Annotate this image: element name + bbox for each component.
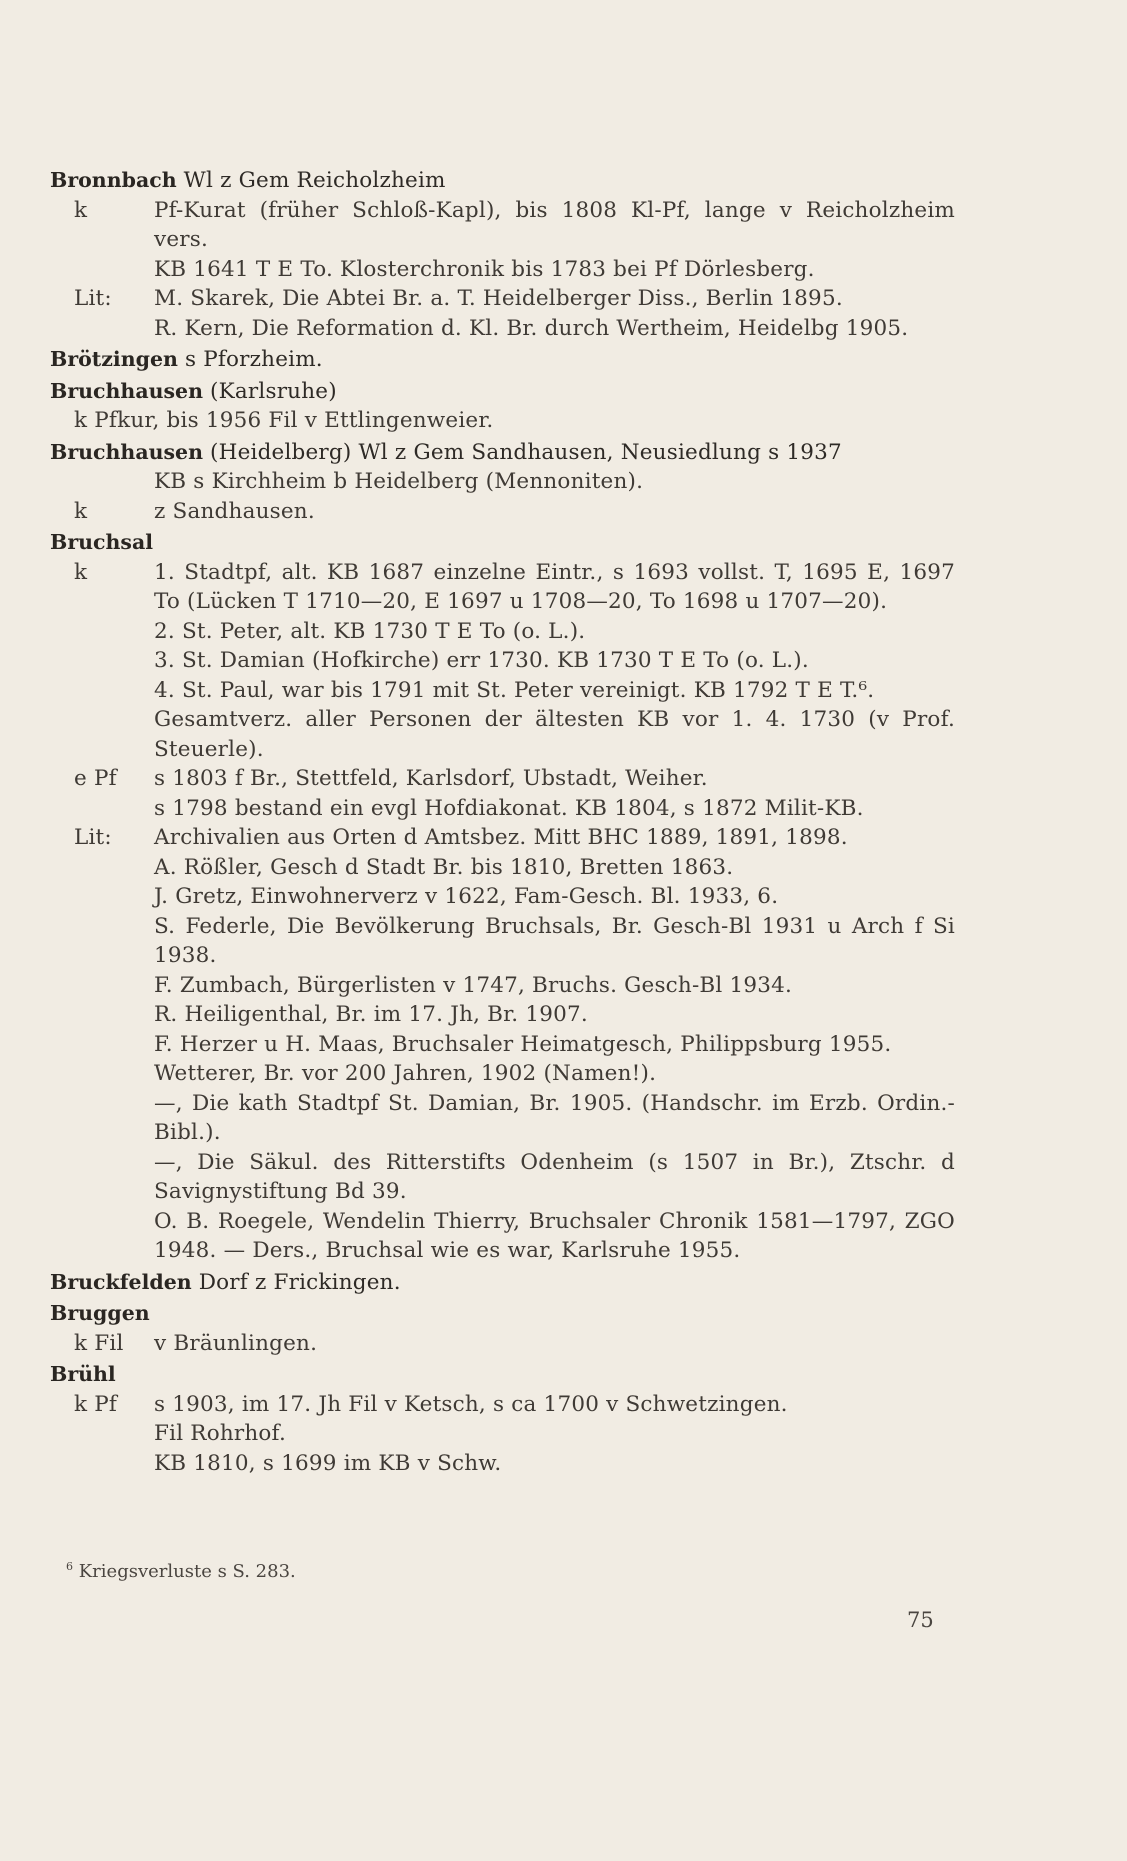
row-label: Lit: <box>74 825 112 850</box>
entry-row <box>50 558 955 765</box>
text-line: F. Zumbach, Bürgerlisten v 1747, Bruchs. Gesch-Bl 1934. <box>154 972 793 998</box>
entry-row <box>50 467 955 497</box>
entry-row <box>50 196 955 285</box>
head-text: (Karlsruhe) <box>210 378 337 404</box>
headword: Bronnbach <box>50 168 177 192</box>
text-line: v Bräunlingen. <box>154 1330 318 1356</box>
headword: Brötzingen <box>50 347 178 371</box>
text-line: k Pfkur, bis 1956 Fil v Ettlingenweier. <box>74 408 494 433</box>
head-text: (Heidelberg) Wl z Gem Sandhausen, Neusiedlung s 1937 <box>210 439 842 465</box>
text-line: Gesamtverz. aller Personen der ältesten KB vor 1. 4. 1730 (v Prof. Steuerle). <box>154 707 955 762</box>
text-line: s 1903, im 17. Jh Fil v Ketsch, s ca 1700 v Schwetzingen. <box>154 1391 788 1417</box>
row-label: k Pf <box>74 1391 118 1417</box>
entry-bruchhausen-heidelberg <box>50 438 955 527</box>
row-text <box>50 406 955 436</box>
text-line: KB s Kirchheim b Heidelberg (Mennoniten). <box>154 469 644 494</box>
headword: Bruggen <box>50 1301 150 1325</box>
headword: Brühl <box>50 1362 116 1386</box>
row-label: Lit: <box>74 286 112 311</box>
row-text <box>154 497 955 527</box>
entry-bruchsal <box>50 528 955 1266</box>
entry-row <box>50 1329 955 1359</box>
text-line: J. Gretz, Einwohnerverz v 1622, Fam-Gesch. Bl. 1933, 6. <box>154 884 779 909</box>
entry-head <box>50 1268 955 1298</box>
entry-head <box>50 1360 955 1390</box>
entry-row <box>50 1390 955 1479</box>
row-text <box>154 467 955 497</box>
head-text: Dorf z Frickingen. <box>198 1269 401 1295</box>
text-line: 4. St. Paul, war bis 1791 mit St. Peter vereinigt. KB 1792 T E T.⁶. <box>154 677 875 703</box>
entry-head <box>50 528 955 558</box>
row-text <box>154 1329 955 1359</box>
text-line: Pf-Kurat (früher Schloß-Kapl), bis 1808 Kl-Pf, lange v Reicholzheim vers. <box>154 197 955 252</box>
text-line: 1. Stadtpf, alt. KB 1687 einzelne Eintr., s 1693 vollst. T, 1695 E, 1697 To (Lücken T 1710—20, E 1697 u 1708—20, To 1698 u 1707—20). <box>154 559 955 614</box>
entry-head <box>50 166 955 196</box>
row-text <box>154 558 955 765</box>
text-line: R. Heiligenthal, Br. im 17. Jh, Br. 1907. <box>154 1002 588 1027</box>
entry-row <box>50 764 955 823</box>
entry-row <box>50 497 955 527</box>
headword: Bruchhausen <box>50 439 203 464</box>
footnote-mark: 6 <box>66 1560 73 1573</box>
text-line: 3. St. Damian (Hofkirche) err 1730. KB 1730 T E To (o. L.). <box>154 648 809 673</box>
text-line: KB 1810, s 1699 im KB v Schw. <box>154 1450 502 1476</box>
text-line: A. Rößler, Gesch d Stadt Br. bis 1810, Bretten 1863. <box>154 854 734 880</box>
text-line: s 1798 bestand ein evgl Hofdiakonat. KB 1804, s 1872 Milit-KB. <box>154 795 864 821</box>
row-label: k <box>74 559 88 585</box>
entry-bruehl <box>50 1360 955 1478</box>
footnote-text: Kriegsverluste s S. 283. <box>78 1561 296 1582</box>
text-line: Fil Rohrhof. <box>154 1421 286 1446</box>
entry-head <box>50 377 955 407</box>
text-line: KB 1641 T E To. Klosterchronik bis 1783 bei Pf Dörlesberg. <box>154 256 815 282</box>
text-line: 2. St. Peter, alt. KB 1730 T E To (o. L.). <box>154 618 586 644</box>
row-label: k Fil <box>74 1330 124 1356</box>
entry-head <box>50 1299 955 1329</box>
text-line: Archivalien aus Orten d Amtsbez. Mitt BHC 1889, 1891, 1898. <box>154 825 848 850</box>
row-label <box>50 467 154 497</box>
entry-row <box>50 823 955 1266</box>
text-line: O. B. Roegele, Wendelin Thierry, Bruchsaler Chronik 1581—1797, ZGO 1948. — Ders., Bruchsal wie es war, Karlsruhe 1955. <box>154 1208 955 1263</box>
entry-bruggen <box>50 1299 955 1358</box>
headword: Bruchhausen <box>50 378 203 403</box>
entry-bronnbach <box>50 166 955 343</box>
row-label: k <box>74 498 88 524</box>
entry-bruckfelden <box>50 1268 955 1298</box>
row-text <box>154 823 955 1266</box>
headword: Bruchsal <box>50 530 154 554</box>
text-line: Wetterer, Br. vor 200 Jahren, 1902 (Namen!). <box>154 1061 657 1086</box>
entry-row <box>50 284 955 343</box>
row-text <box>154 1390 955 1479</box>
footnote <box>66 1555 296 1584</box>
row-label: k <box>74 197 88 223</box>
row-text <box>154 196 955 285</box>
text-line: R. Kern, Die Reformation d. Kl. Br. durch Wertheim, Heidelbg 1905. <box>154 315 909 341</box>
headword: Bruckfelden <box>50 1269 192 1294</box>
head-text: s Pforzheim. <box>184 347 323 372</box>
text-line: —, Die Säkul. des Ritterstifts Odenheim (s 1507 in Br.), Ztschr. d Savignystiftung Bd 39. <box>154 1149 955 1204</box>
entry-row <box>50 406 955 436</box>
row-text <box>154 284 955 343</box>
entry-head <box>50 438 955 468</box>
head-text: Wl z Gem Reicholzheim <box>183 168 446 193</box>
text-line: —, Die kath Stadtpf St. Damian, Br. 1905. (Handschr. im Erzb. Ordin.-Bibl.). <box>154 1090 955 1145</box>
text-line: M. Skarek, Die Abtei Br. a. T. Heidelberger Diss., Berlin 1895. <box>154 286 843 311</box>
text-line: s 1803 f Br., Stettfeld, Karlsdorf, Ubstadt, Weiher. <box>154 766 708 791</box>
text-line: z Sandhausen. <box>154 498 315 524</box>
entry-head <box>50 345 955 375</box>
entry-bruchhausen-karlsruhe <box>50 377 955 436</box>
row-text <box>154 764 955 823</box>
row-label: e Pf <box>74 766 117 791</box>
entry-broetzingen <box>50 345 955 375</box>
page-number: 75 <box>907 1608 934 1632</box>
gazetteer-entries <box>50 166 955 1480</box>
text-line: S. Federle, Die Bevölkerung Bruchsals, Br. Gesch-Bl 1931 u Arch f Si 1938. <box>154 913 955 968</box>
text-line: F. Herzer u H. Maas, Bruchsaler Heimatgesch, Philippsburg 1955. <box>154 1031 892 1057</box>
